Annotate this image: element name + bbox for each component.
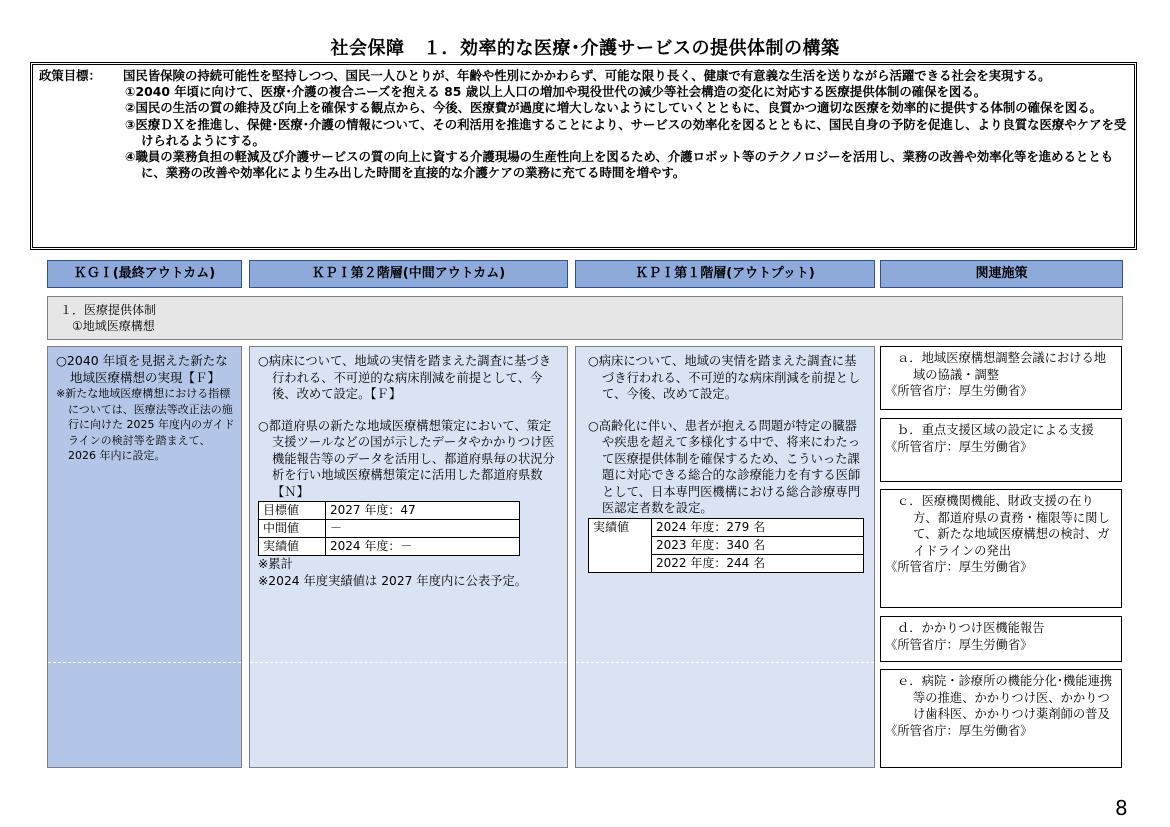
kpi2-item: ○病床について、地域の実情を踏まえた調査に基づき行われる、不可逆的な病床削減を前提として、今後、改めて設定。【Ｆ】 <box>258 354 552 401</box>
policy-text: ｃ．医療機関機能、財政支援の在り方、都道府県の責務・権限等に関して、新たな地域医療構想の検討、ガイドラインの発出 <box>897 494 1110 558</box>
header-kpi1: ＫＰＩ第１階層(アウトプット) <box>575 260 875 288</box>
policy-text: ｂ．重点支援区域の設定による支援 <box>897 423 1094 437</box>
header-kpi2: ＫＰＩ第２階層(中間アウトカム) <box>249 260 568 288</box>
table-cell-value: 2023 年度：340 名 <box>652 536 864 554</box>
table-cell-value: 2027 年度：47 <box>326 502 520 520</box>
policy-goal-item: ①2040 年頃に向けて、医療･介護の複合ニーズを抱える 85 歳以上人口の増加や現役世代の減少等社会構造の変化に対応する医療提供体制の確保を図る。 <box>125 84 987 100</box>
header-kgi: ＫＧＩ(最終アウトカム) <box>47 260 242 288</box>
section-heading <box>47 296 1123 340</box>
kgi-note: ※新たな地域医療構想における指標については、医療法等改正法の施行に向けた 2025 年度内のガイドラインの検討等を踏まえて、2026 年内に設定。 <box>56 387 235 462</box>
policy-ministry: 《所管省庁：厚生労働省》 <box>885 723 1033 738</box>
table-row <box>589 518 864 536</box>
kpi1-item: ○病床について、地域の実情を踏まえた調査に基づき行われる、不可逆的な病床削減を前提として、今後、改めて設定。 <box>588 354 861 401</box>
table-cell-value: 2024 年度：－ <box>326 538 520 556</box>
page-number: 8 <box>1115 796 1128 820</box>
kgi-main: ○2040 年頃を見据えた新たな地域医療構想の実現【Ｆ】 <box>56 353 228 385</box>
table-row <box>259 520 520 538</box>
table-cell-value: 2024 年度：279 名 <box>652 518 864 536</box>
section-title: １．医療提供体制 <box>60 303 157 317</box>
policy-ministry: 《所管省庁：厚生労働省》 <box>885 560 1033 574</box>
kpi1-item: ○高齢化に伴い、患者が抱える問題が特定の臓器や疾患を超えて多様化する中で、将来にわたって医療提供体制を確保するため、こういった課題に対応できる総合的な診療能力を有する医師として、日本専門医機構における総合診療専門医認定者数を設定。 <box>588 418 861 515</box>
policy-ministry: 《所管省庁：厚生労働省》 <box>885 637 1033 652</box>
policy-text: ａ．地域医療構想調整会議における地域の協議・調整 <box>897 351 1107 382</box>
table-cell-value: 2022 年度：244 名 <box>652 554 864 572</box>
policy-item <box>880 489 1122 608</box>
policy-goal-main: 国民皆保険の持続可能性を堅持しつつ、国民一人ひとりが、年齢や性別にかかわらず、可能な限り長く、健康で有意義な生活を送りながら活躍できる社会を実現する。 <box>123 68 1051 83</box>
policy-goal-box <box>30 62 1137 250</box>
kpi2-note: ※累計 <box>258 557 293 571</box>
kpi2-column <box>249 346 568 768</box>
policy-goal-label: 政策目標： <box>39 68 101 83</box>
table-cell-label: 目標値 <box>259 502 326 520</box>
kpi2-note: ※2024 年度実績値は 2027 年度内に公表予定。 <box>258 573 528 588</box>
policy-goal-item: ③医療ＤＸを推進し、保健･医療･介護の情報について、その利活用を推進することにより、サービスの効率化を図るとともに、国民自身の予防を促進し、より良質な医療やケアを受けられるようにする。 <box>125 116 1127 148</box>
page-title: 社会保障 １．効率的な医療･介護サービスの提供体制の構築 <box>330 38 840 59</box>
header-policies: 関連施策 <box>880 260 1123 288</box>
kpi2-value-table <box>258 501 520 556</box>
policy-text: ｄ．かかりつけ医機能報告 <box>897 621 1045 635</box>
kpi2-item: ○都道府県の新たな地域医療構想策定において、策定支援ツールなどの国が示したデータやかかりつけ医機能報告等のデータを活用し、都道府県毎の状況分析を行い地域医療構想策定に活用した都道府県数【Ｎ】 <box>258 418 555 499</box>
table-row <box>259 538 520 556</box>
policy-goal-item: ④職員の業務負担の軽減及び介護サービスの質の向上に資する介護現場の生産性向上を図るため、介護ロボット等のテクノロジーを活用し、業務の改善や効率化等を進めるとともに、業務の改善や効率化により生み出した時間を直接的な介護ケアの業務に充てる時間を増やす。 <box>125 149 1114 181</box>
table-cell-label: 実績値 <box>589 518 652 572</box>
kpi1-column <box>575 346 875 768</box>
policy-item <box>880 418 1122 482</box>
table-row <box>259 502 520 520</box>
policy-ministry: 《所管省庁：厚生労働省》 <box>885 439 1033 454</box>
table-cell-value: － <box>326 520 520 538</box>
table-cell-label: 実績値 <box>259 538 326 556</box>
policy-item <box>880 669 1122 768</box>
kgi-column <box>47 346 242 768</box>
policy-text: ｅ．病院・診療所の機能分化･機能連携等の推進、かかりつけ医、かかりつけ歯科医、かかりつけ薬剤師の普及 <box>897 674 1113 721</box>
policy-ministry: 《所管省庁：厚生労働省》 <box>885 384 1033 398</box>
kpi1-value-table <box>588 518 864 573</box>
policy-goal-item: ②国民の生活の質の維持及び向上を確保する観点から、今後、医療費が過度に増大しないようにしていくとともに、良質かつ適切な医療を効率的に提供する体制の確保を図る。 <box>125 100 1102 116</box>
policy-item <box>880 616 1122 662</box>
policy-item <box>880 346 1122 410</box>
table-cell-label: 中間値 <box>259 520 326 538</box>
section-subtitle: ①地域医療構想 <box>72 319 155 333</box>
